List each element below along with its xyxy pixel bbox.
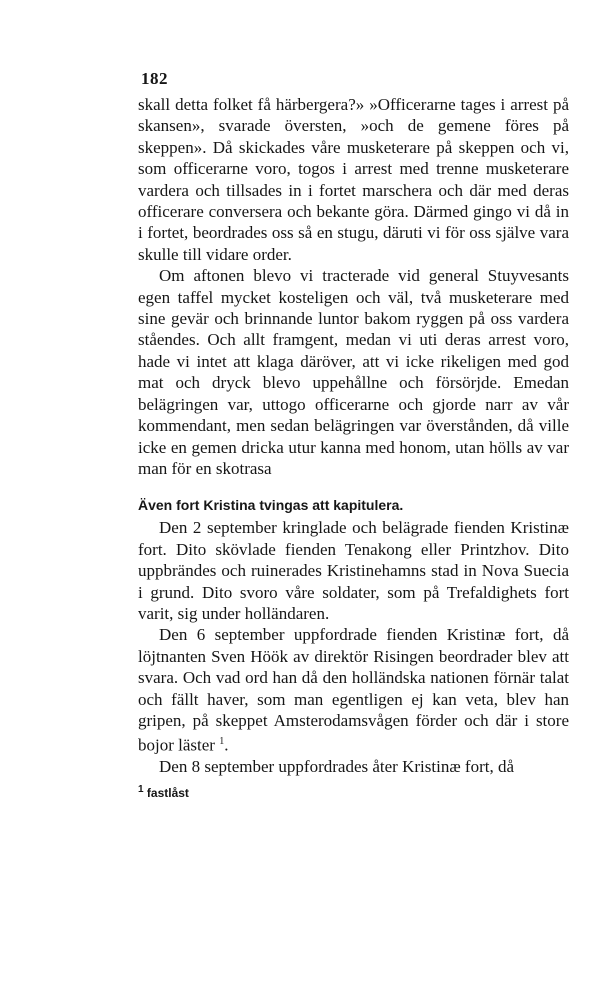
- footnote-text: fastlåst: [146, 785, 189, 800]
- paragraph-4-text: Den 6 september uppfordrade fienden Kristinæ fort, då löjtnanten Sven Höök av direktör Risingen beordrader blev att svara. Och vad ord han då den holländska nationen förnär talat och fällt haver, som man egentligen ej kan veta, blev han gripen, på skeppet Amsterodamsvågen förder och där i store bojor läster: [138, 625, 569, 756]
- paragraph-3: Den 2 september kringlade och belägrade fienden Kristinæ fort. Dito skövlade fienden Tenakong eller Printzhov. Dito uppbrändes och ruinerades Kristinehamns stad in Nova Suecia i grund. Dito svoro våre soldater, som på Trefaldighets fort varit, sig under holländaren.: [138, 518, 569, 623]
- footnote: [138, 782, 569, 801]
- paragraph-4: Den 6 september uppfordrade fienden Kristinæ fort, då löjtnanten Sven Höök av direktör Risingen beordrader blev att svara. Och vad ord han då den holländska nationen förnär talat och fällt haver, som man egentligen ej kan veta, blev han gripen, på skeppet Amsterodamsvågen förder och där i store bojor läster $^1$.: [138, 625, 569, 756]
- body-text: [138, 94, 569, 801]
- paragraph-2: Om aftonen blevo vi tracterade vid general Stuyvesants egen taffel mycket kosteligen och väl, två musketerare med sine gevär och brinnande luntor bakom ryggen på oss vardera ståendes. Och allt framgent, medan vi uti deras arrest voro, hade vi intet att klaga däröver, att vi icke rikeligen med god mat och dryck blevo uppehållne och försörjde. Emedan belägringen var, uttogo officerarne och gjorde narr av vår kommendant, men sedan belägringen var överstånden, då ville icke en gemen dricka utur kanna med honom, utan hölls av var man för en skotrasa: [138, 266, 569, 478]
- page-number: 182: [141, 69, 168, 88]
- section-heading: Även fort Kristina tvingas att kapitulera.: [138, 497, 404, 514]
- footnote-reference: 1: [219, 736, 225, 748]
- footnote-marker: 1: [138, 783, 144, 795]
- paragraph-1: skall detta folket få härbergera?» »Officerarne tages i arrest på skansen», svarade översten, »och de gemene föres på skeppen». Då skickades våre musketerare på skeppen och vi, som officerarne voro, togos i arrest med trenne musketerare vardera och tillsades in i fortet marschera och där med deras officerare conversera och bekante göra. Därmed gingo vi då in i fortet, beordrades oss så en stugu, däruti vi för oss själve vara skulle till vidare order.: [138, 95, 569, 264]
- paragraph-5: Den 8 september uppfordrades åter Kristinæ fort, då: [159, 757, 514, 777]
